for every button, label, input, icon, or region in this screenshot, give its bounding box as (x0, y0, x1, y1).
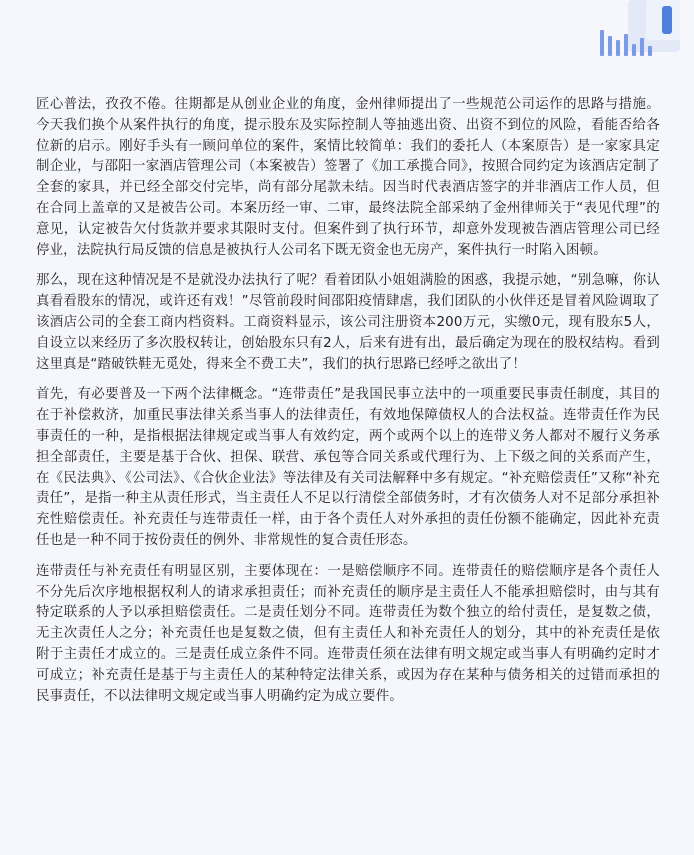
article-body (36, 95, 660, 717)
paragraph-3: 首先，有必要普及一下两个法律概念。“连带责任”是我国民事立法中的一项重要民事责任制度，其目的在于补偿救济，加重民事法律关系当事人的法律责任，有效地保障债权人的合法权益。连带责任作为民事责任的一种，是指根据法律规定或当事人有效约定，两个或两个以上的连带义务人都对不履行义务承担全部责任，主要是基于合伙、担保、联营、承包等合同关系或代理行为、上下级之间的关系而产生，在《民法典》、《公司法》、《合伙企业法》等法律及有关司法解释中多有规定。“补充赔偿责任”又称“补充责任”，是指一种主从责任形式，当主责任人不足以行清偿全部债务时，才有次债务人对不足部分承担补充性赔偿责任。补充责任与连带责任一样，由于各个责任人对外承担的责任份额不能确定，因此补充责任也是一种不同于按份责任的例外、非常规性的复合责任形态。 (36, 387, 660, 548)
paragraph-4: 连带责任与补充责任有明显区别，主要体现在：一是赔偿顺序不同。连带责任的赔偿顺序是各个责任人不分先后次序地根据权利人的请求承担责任；而补充责任的顺序是主责任人不能承担赔偿时，由与其有特定联系的人予以承担赔偿责任。二是责任划分不同。连带责任为数个独立的给付责任，是复数之债，无主次责任人之分；补充责任也是复数之债，但有主责任人和补充责任人的划分，其中的补充责任是依附于主责任才成立的。三是责任成立条件不同。连带责任须在法律有明文规定或当事人有明确约定时才可成立；补充责任是基于与主责任人的某种特定法律关系，或因为存在某种与债务相关的过错而承担的民事责任，不以法律明文规定或当事人明确约定为成立要件。 (36, 563, 660, 704)
bar-chart-document-icon (546, 0, 686, 62)
paragraph-2: 那么，现在这种情况是不是就没办法执行了呢？看着团队小姐姐满脸的困惑，我提示她，“别急嘛，你认真看看股东的情况，或许还有戏！”尽管前段时间邵阳疫情肆虐，我们团队的小伙伴还是冒着风险调取了该酒店公司的全套工商内档资料。工商资料显示，该公司注册资本200万元，实缴0元，现有股东5人，自设立以来经历了多次股权转让，创始股东只有2人，后来有进有出，最后确定为现在的股权结构。看到这里真是“踏破铁鞋无觅处，得来全不费工夫”，我们的执行思路已经呼之欲出了！ (36, 273, 660, 372)
paragraph-1: 匠心普法，孜孜不倦。往期都是从创业企业的角度，金州律师提出了一些规范公司运作的思路与措施。今天我们换个从案件执行的角度，提示股东及实际控制人等抽逃出资、出资不到位的风险，看能否给各位新的启示。刚好手头有一顾问单位的案件，案情比较简单：我们的委托人（本案原告）是一家家具定制企业，与邵阳一家酒店管理公司（本案被告）签署了《加工承揽合同》，按照合同约定为该酒店定制了全套的家具，并已经全部交付完毕，尚有部分尾款未结。因当时代表酒店签字的并非酒店工作人员，但在合同上盖章的又是被告公司。本案历经一审、二审，最终法院全部采纳了金州律师关于“表见代理”的意见，认定被告欠付货款并要求其限时支付。但案件到了执行环节，却意外发现被告酒店管理公司已经停业，法院执行局反馈的信息是被执行人公司名下既无资金也无房产，案件执行一时陷入困顿。 (36, 97, 660, 258)
